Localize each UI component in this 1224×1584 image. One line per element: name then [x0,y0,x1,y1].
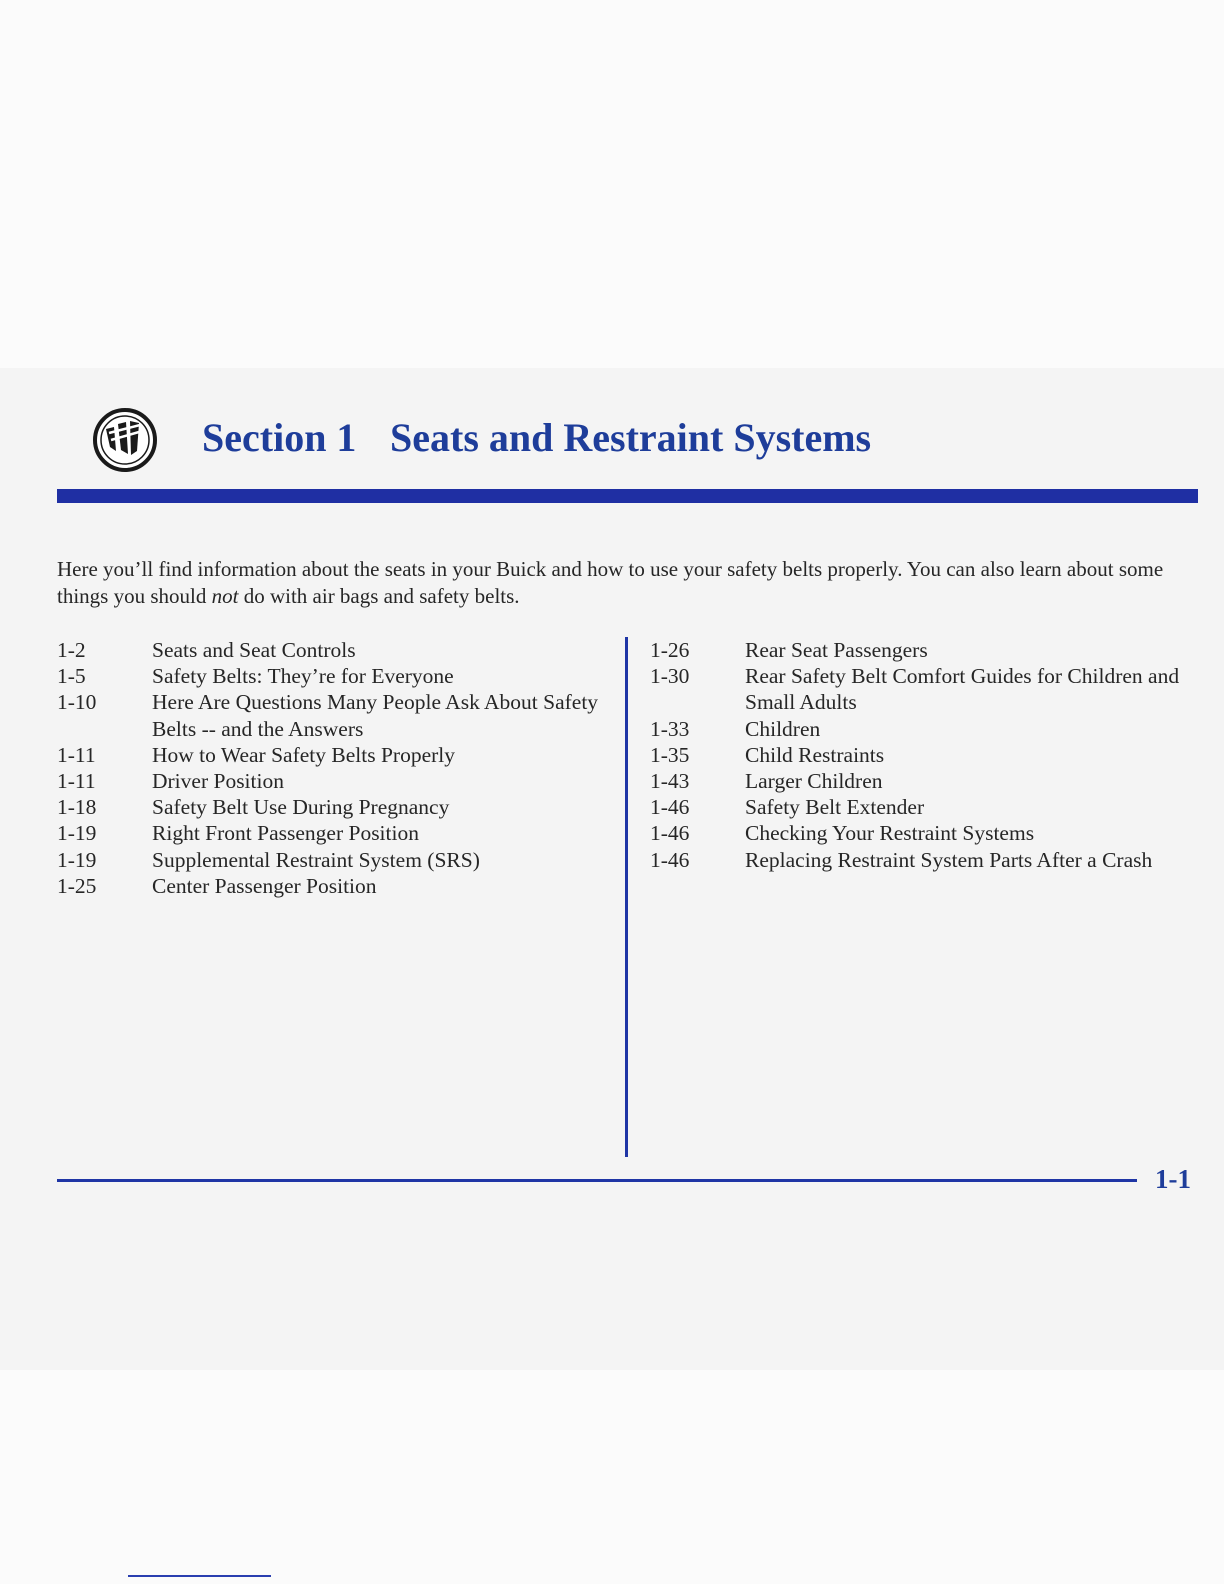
toc-page-number: 1-11 [57,742,96,767]
column-divider [625,637,628,1157]
toc-left-column [57,637,617,899]
toc-page-number: 1-46 [650,847,690,872]
toc-entry[interactable] [650,637,1202,663]
toc-page-number: 1-18 [57,795,97,820]
toc-page-number: 1-43 [650,769,690,794]
page-number: 1-1 [1155,1164,1191,1194]
intro-emphasis: not [211,584,239,608]
toc-entry[interactable] [57,742,617,768]
toc-page-number: 1-33 [650,716,690,741]
section-number: Section 1 [202,415,357,460]
toc-page-number: 1-30 [650,664,690,689]
toc-entry[interactable] [57,794,617,820]
toc-entry[interactable] [57,689,617,741]
toc-page-number: 1-2 [57,638,86,662]
intro-text-end: do with air bags and safety belts. [238,584,520,608]
toc-entry-title: Rear Safety Belt Comfort Guides for Children and Small Adults [745,664,1180,715]
toc-entry[interactable] [650,716,1202,742]
toc-page-number: 1-19 [57,847,97,872]
toc-entry-title: Here Are Questions Many People Ask About Safety Belts -- and the Answers [152,690,599,741]
toc-entry-title: Center Passenger Position [152,873,377,898]
toc-entry[interactable] [57,637,617,663]
toc-entry-title: Children [745,716,821,741]
toc-entry[interactable] [57,768,617,794]
toc-entry[interactable] [650,663,1202,715]
footer-rule [57,1179,1137,1182]
toc-page-number: 1-26 [650,638,690,662]
toc-entry[interactable] [57,820,617,846]
toc-page-number: 1-5 [57,664,86,689]
toc-entry-title: Supplemental Restraint System (SRS) [152,847,480,872]
toc-entry[interactable] [650,742,1202,768]
intro-paragraph [57,556,1197,610]
intro-text-start: Here you’ll find information about the seats in your Buick and how to use your safety belts properly. You can also learn about some things you should [57,557,1164,608]
toc-entry[interactable] [650,847,1202,873]
toc-entry-title: Right Front Passenger Position [152,821,419,846]
toc-entry[interactable] [57,873,617,899]
toc-entry-title: Replacing Restraint System Parts After a Crash [745,847,1153,872]
buick-tri-shield-logo-icon [92,407,158,473]
toc-page-number: 1-10 [57,690,97,715]
toc-page-number: 1-11 [57,769,96,794]
toc-entry[interactable] [650,820,1202,846]
toc-entry-title: Safety Belts: They’re for Everyone [152,664,454,689]
bottom-underline-mark [128,1575,271,1577]
section-title: Seats and Restraint Systems [390,415,872,460]
toc-page-number: 1-25 [57,873,97,898]
toc-entry[interactable] [650,768,1202,794]
toc-entry[interactable] [650,794,1202,820]
toc-entry-title: Safety Belt Extender [745,795,925,820]
toc-entry-title: How to Wear Safety Belts Properly [152,742,455,767]
toc-page-number: 1-35 [650,742,690,767]
toc-page-number: 1-46 [650,795,690,820]
toc-entry-title: Larger Children [745,769,883,794]
toc-entry-title: Child Restraints [745,742,885,767]
toc-entry-title: Seats and Seat Controls [152,638,356,662]
toc-page-number: 1-46 [650,821,690,846]
toc-entry-title: Rear Seat Passengers [745,638,928,662]
toc-page-number: 1-19 [57,821,97,846]
toc-entry-title: Safety Belt Use During Pregnancy [152,795,450,820]
toc-entry[interactable] [57,663,617,689]
toc-right-column [650,637,1202,873]
toc-entry[interactable] [57,847,617,873]
title-rule [57,489,1198,503]
toc-entry-title: Driver Position [152,769,284,794]
toc-entry-title: Checking Your Restraint Systems [745,821,1035,846]
